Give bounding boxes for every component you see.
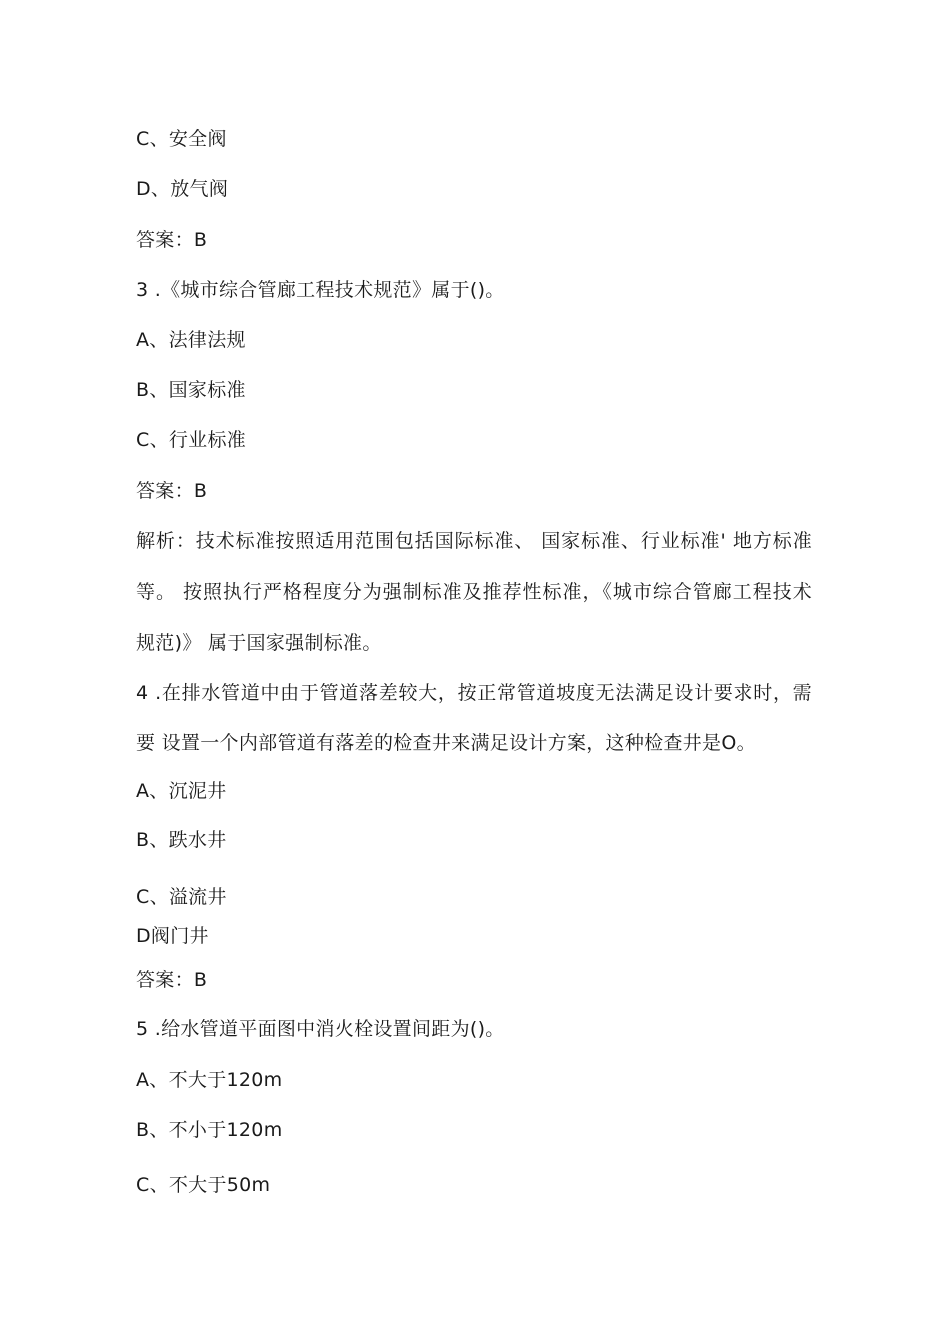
explanation-line-3: 规范)》 属于国家强制标准。 xyxy=(136,632,382,654)
answer-q3: 答案：B xyxy=(136,480,208,502)
option-a-laws: A、法律法规 xyxy=(136,329,246,351)
answer-q4: 答案：B xyxy=(136,969,208,991)
question-4-line-1: 4 .在排水管道中由于管道落差较大，按正常管道坡度无法满足设计要求时，需 xyxy=(136,682,812,704)
option-a-sediment-well: A、沉泥井 xyxy=(136,780,227,802)
option-b-not-less-than-120m: B、不小于120m xyxy=(136,1119,283,1141)
option-c-safety-valve: C、安全阀 xyxy=(136,128,227,150)
explanation-line-2: 等。 按照执行严格程度分为强制标准及推荐性标准，《城市综合管廊工程技术 xyxy=(136,581,812,603)
option-d-valve-well: D阀门井 xyxy=(136,925,209,947)
option-c-overflow-well: C、溢流井 xyxy=(136,886,227,908)
question-3: 3 .《城市综合管廊工程技术规范》属于()。 xyxy=(136,279,505,301)
option-c-industry-standard: C、行业标准 xyxy=(136,429,247,451)
option-a-not-more-than-120m: A、不大于120m xyxy=(136,1069,283,1091)
option-d-vent-valve: D、放气阀 xyxy=(136,178,229,200)
option-b-national-standard: B、国家标准 xyxy=(136,379,246,401)
option-c-not-more-than-50m: C、不大于50m xyxy=(136,1174,271,1196)
answer-q2: 答案：B xyxy=(136,229,208,251)
question-5: 5 .给水管道平面图中消火栓设置间距为()。 xyxy=(136,1018,505,1040)
question-4-line-2: 要 设置一个内部管道有落差的检查井来满足设计方案，这种检查井是O。 xyxy=(136,732,756,754)
option-b-drop-well: B、跌水井 xyxy=(136,829,227,851)
explanation-line-1: 解析：技术标准按照适用范围包括国际标准、 国家标准、行业标准' 地方标准 xyxy=(136,530,812,552)
